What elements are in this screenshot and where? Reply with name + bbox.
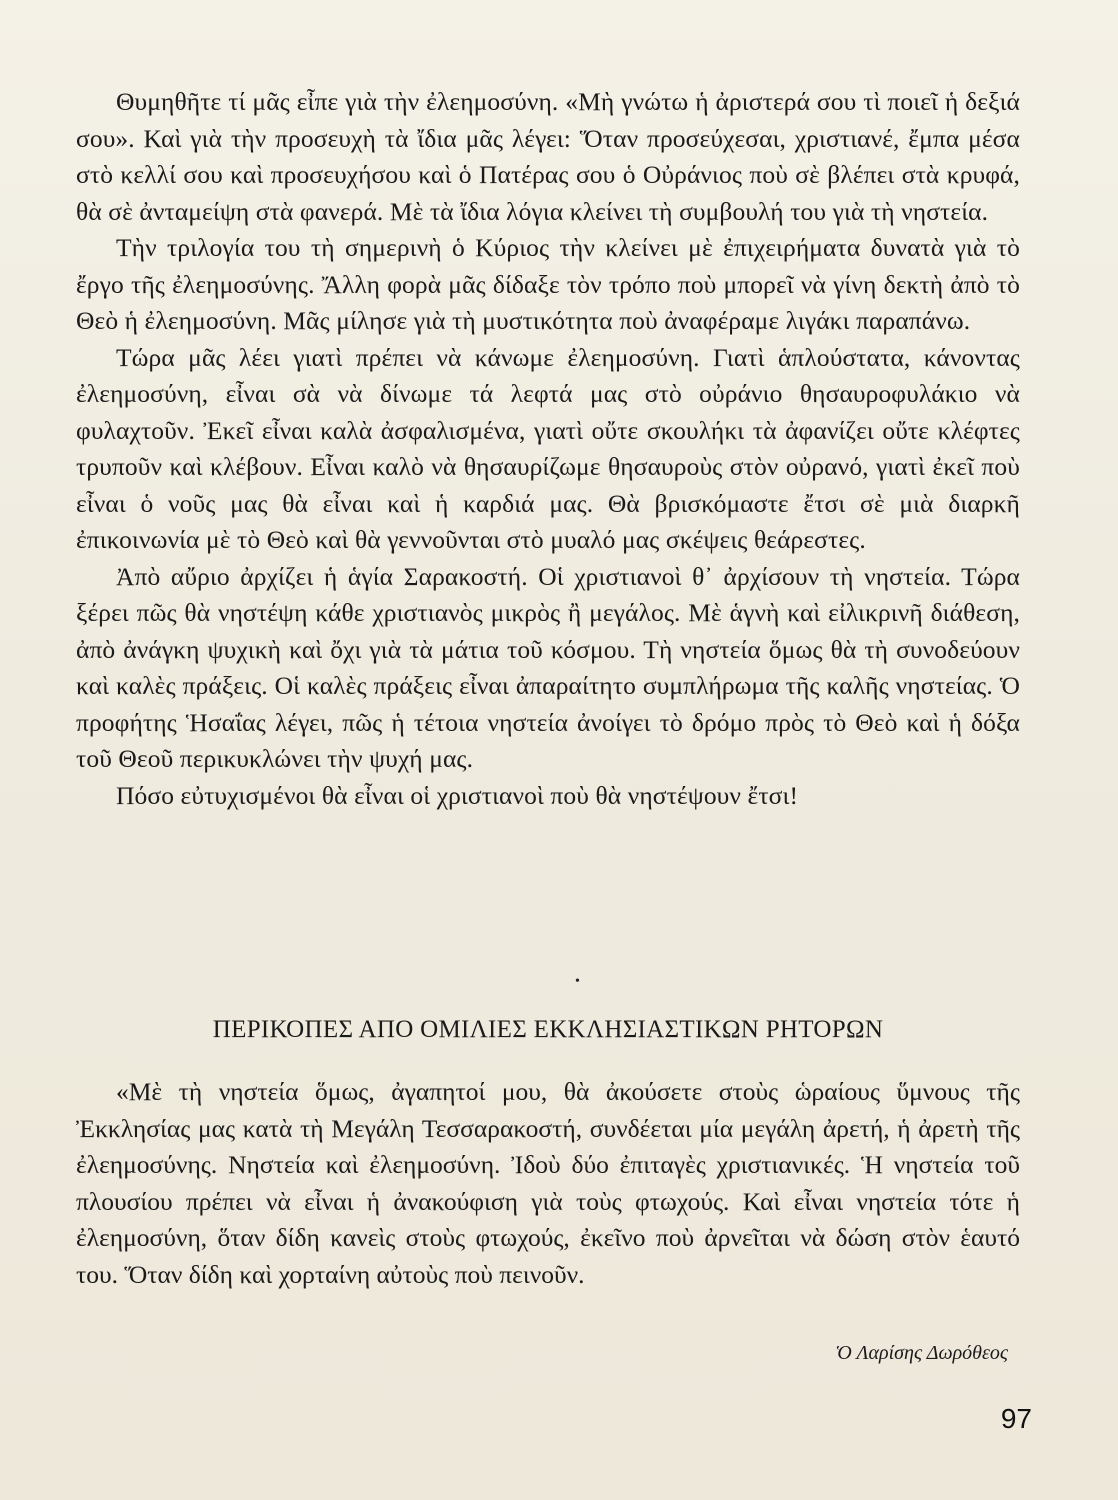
section-separator: • — [575, 974, 580, 989]
page-number: 97 — [1000, 1403, 1032, 1434]
main-text — [76, 84, 1020, 814]
paragraph-5: Πόσο εὐτυχισμένοι θὰ εἶναι οἱ χριστιανοὶ ποὺ θὰ νηστέψουν ἔτσι! — [116, 780, 799, 810]
quotation-author: Ὁ Λαρίσης Δωρόθεος — [835, 1342, 1008, 1364]
paragraph-4: Ἀπὸ αὔριο ἀρχίζει ἡ ἁγία Σαρακοστή. Οἱ χριστιανοὶ θ᾽ ἀρχίσουν τὴ νηστεία. Τώρα ξέρει πῶς θὰ νηστέψη κάθε χριστιανὸς μικρὸς ἢ μεγάλος. Μὲ ἁγνὴ καὶ εἰλικρινῆ διάθεση, ἀπὸ ἀνάγκη ψυχικὴ καὶ ὄχι γιὰ τὰ μάτια τοῦ κόσμου. Τὴ νηστεία ὅμως θὰ τὴ συνοδεύουν καὶ καλὲς πράξεις. Οἱ καλὲς πράξεις εἶναι ἀπαραίτητο συμπλήρωμα τῆς καλῆς νηστείας. Ὁ προφήτης Ἡσαΐας λέγει, πῶς ἡ τέτοια νηστεία ἀνοίγει τὸ δρόμο πρὸς τὸ Θεὸ καὶ ἡ δόξα τοῦ Θεοῦ περικυκλώνει τὴν ψυχή μας. — [76, 561, 1020, 773]
paragraph-3: Τώρα μᾶς λέει γιατὶ πρέπει νὰ κάνωμε ἐλεημοσύνη. Γιατὶ ἁπλούστατα, κάνοντας ἐλεημοσύνη, εἶναι σὰ νὰ δίνωμε τά λεφτά μας στὸ οὐράνιο θησαυροφυλάκιο νὰ φυλαχτοῦν. Ἐκεῖ εἶναι καλὰ ἀσφαλισμένα, γιατὶ οὔτε σκουλήκι τὰ ἀφανίζει οὔτε κλέφτες τρυποῦν καὶ κλέβουν. Εἶναι καλὸ νὰ θησαυρίζωμε θησαυροὺς στὸν οὐρανό, γιατὶ ἐκεῖ ποὺ εἶναι ὁ νοῦς μας θὰ εἶναι καὶ ἡ καρδιά μας. Θὰ βρισκόμαστε ἔτσι σὲ μιὰ διαρκῆ ἐπικοινωνία μὲ τὸ Θεὸ καὶ θὰ γεννοῦνται στὸ μυαλό μας σκέψεις θεάρεστες. — [76, 342, 1020, 554]
section-title: ΠΕΡΙΚΟΠΕΣ ΑΠΟ ΟΜΙΛΙΕΣ ΕΚΚΛΗΣΙΑΣΤΙΚΩΝ ΡΗΤΟΡΩΝ — [212, 1016, 884, 1043]
paragraph-1: Θυμηθῆτε τί μᾶς εἶπε γιὰ τὴν ἐλεημοσύνη. «Μὴ γνώτω ἡ ἀριστερά σου τὶ ποιεῖ ἡ δεξιά σου». Καὶ γιὰ τὴν προσευχὴ τὰ ἴδια μᾶς λέγει: Ὅταν προσεύχεσαι, χριστιανέ, ἔμπα μέσα στὸ κελλί σου καὶ προσευχήσου καὶ ὁ Πατέρας σου ὁ Οὐράνιος ποὺ σὲ βλέπει στὰ κρυφά, θὰ σὲ ἀνταμείψη στὰ φανερά. Μὲ τὰ ἴδια λόγια κλείνει τὴ συμβουλή του γιὰ τὴ νηστεία. — [76, 87, 1020, 226]
paragraph-2: Τὴν τριλογία του τὴ σημερινὴ ὁ Κύριος τὴν κλείνει μὲ ἐπιχειρήματα δυνατὰ γιὰ τὸ ἔργο τῆς ἐλεημοσύνης. Ἄλλη φορὰ μᾶς δίδαξε τὸν τρόπο ποὺ μπορεῖ νὰ γίνη δεκτὴ ἀπὸ τὸ Θεὸ ἡ ἐλεημοσύνη. Μᾶς μίλησε γιὰ τὴ μυστικότητα ποὺ ἀναφέραμε λιγάκι παραπάνω. — [76, 233, 1020, 335]
quotation-paragraph: «Μὲ τὴ νηστεία ὅμως, ἀγαπητοί μου, θὰ ἀκούσετε στοὺς ὡραίους ὕμνους τῆς Ἐκκλησίας μας κατὰ τὴ Μεγάλη Τεσσαρακοστή, συνδέεται μία μεγάλη ἀρετή, ἡ ἀρετὴ τῆς ἐλεημοσύνης. Νηστεία καὶ ἐλεημοσύνη. Ἰδοὺ δύο ἐπιταγὲς χριστιανικές. Ἡ νηστεία τοῦ πλουσίου πρέπει νὰ εἶναι ἡ ἀνακούφιση γιὰ τοὺς φτωχούς. Καὶ εἶναι νηστεία τότε ἡ ἐλεημοσύνη, ὅταν δίδη κανεὶς στοὺς φτωχούς, ἐκεῖνο ποὺ ἀρνεῖται νὰ δώση στὸν ἑαυτό του. Ὅταν δίδη καὶ χορταίνη αὐτοὺς ποὺ πεινοῦν. — [76, 1077, 1020, 1289]
